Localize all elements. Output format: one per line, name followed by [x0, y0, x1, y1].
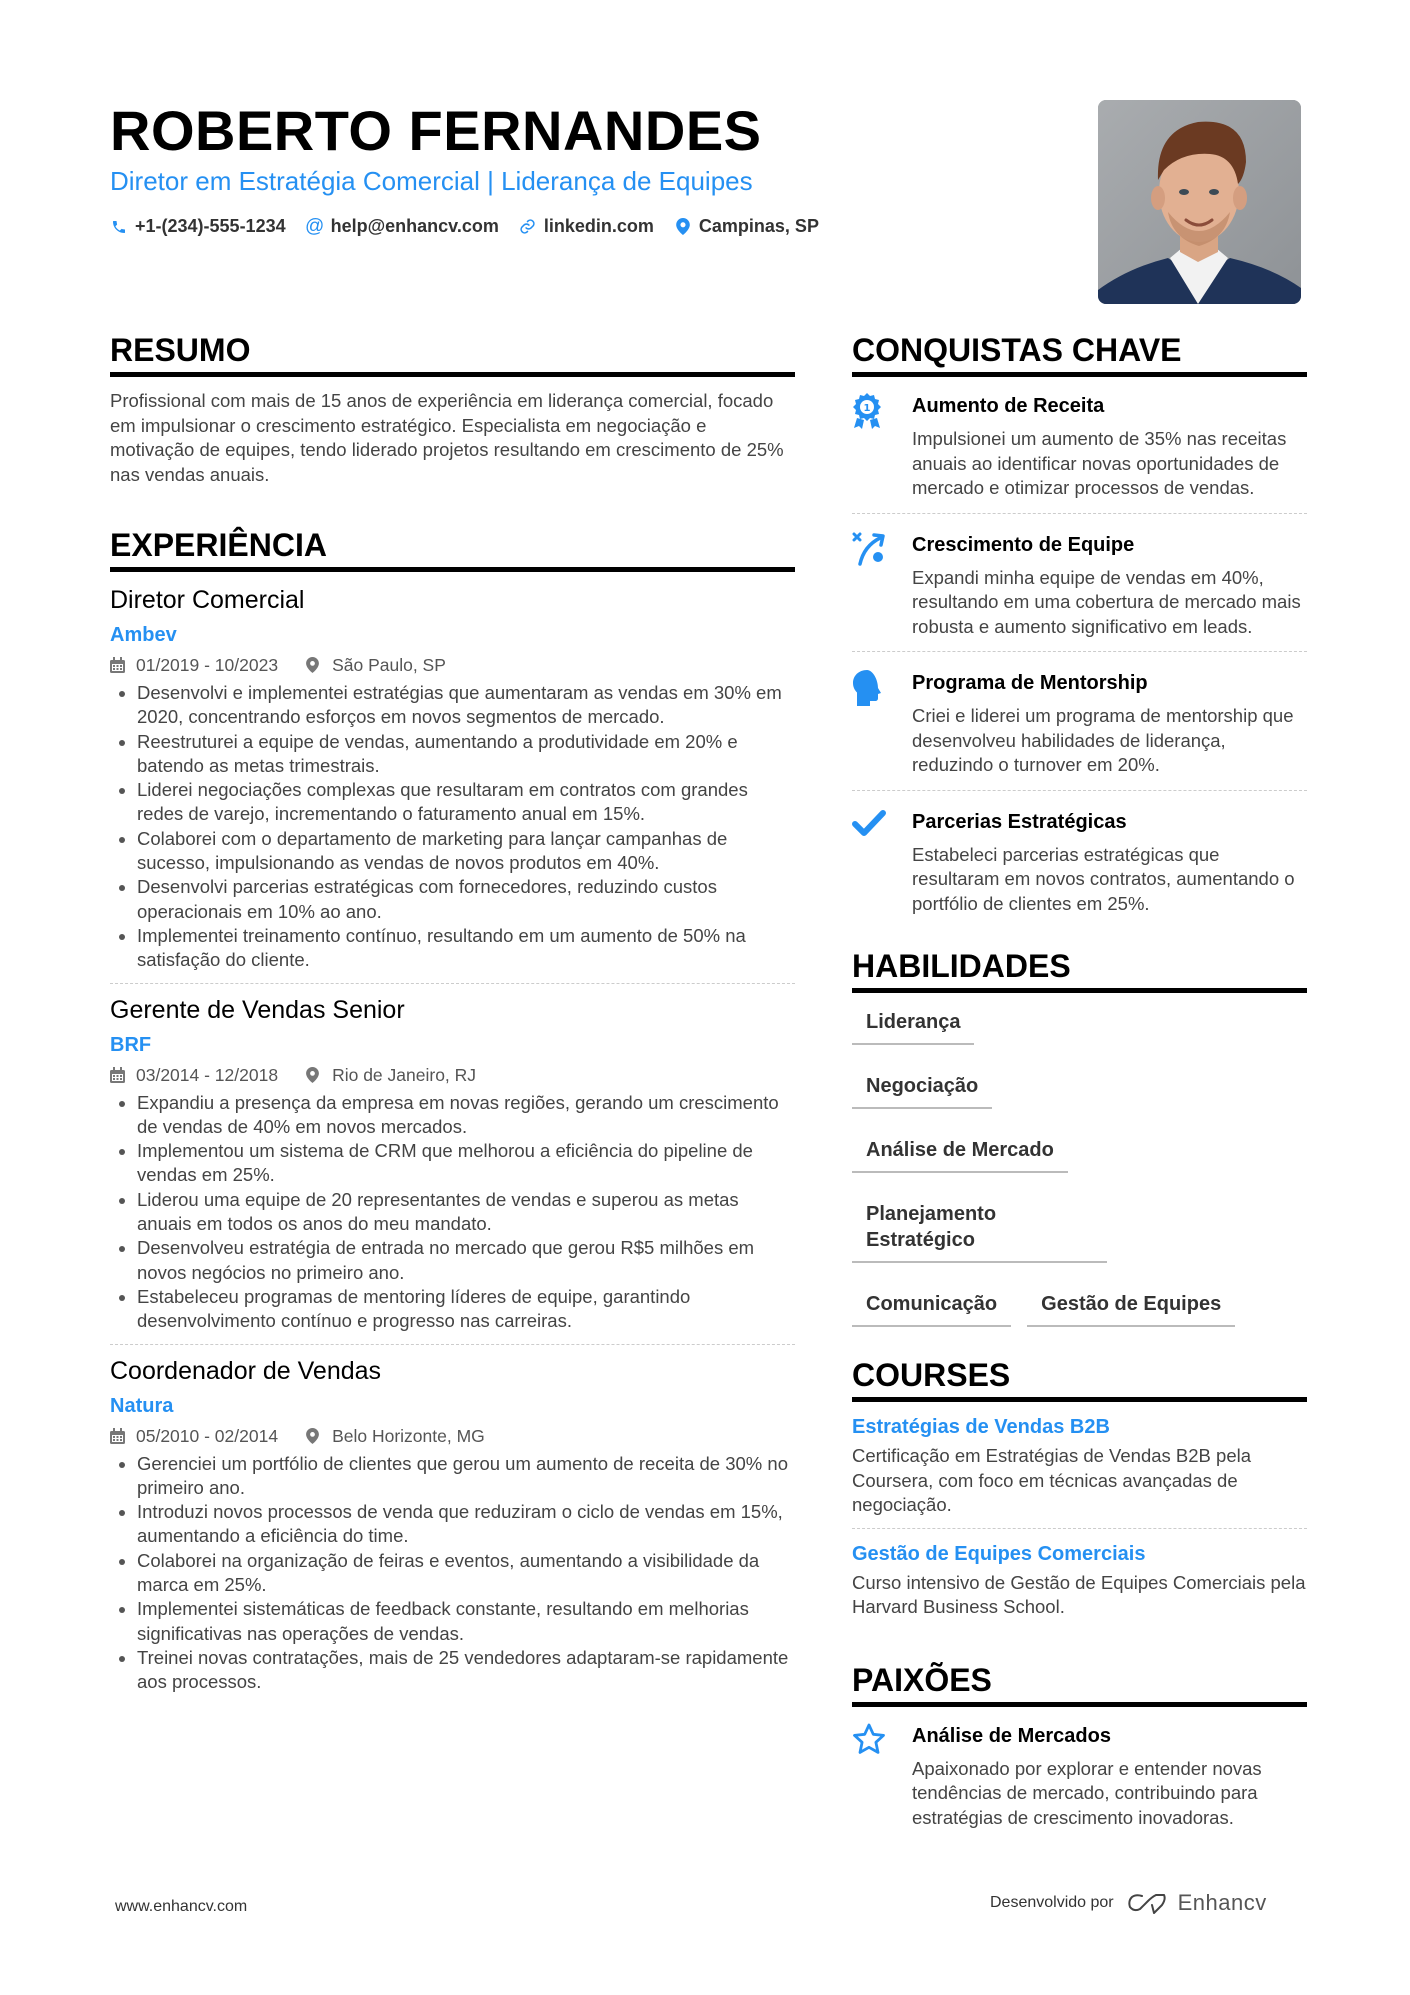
job-bullet: Colaborei na organização de feiras e eventos, aumentando a visibilidade da marca em 25%. — [110, 1549, 795, 1598]
courses-heading: COURSES — [852, 1355, 1307, 1402]
job-entry — [110, 1355, 795, 1705]
skill-tag: Gestão de Equipes — [1027, 1291, 1235, 1327]
job-bullet: Implementou um sistema de CRM que melhorou a eficiência do pipeline de vendas em 25%. — [110, 1139, 795, 1188]
link-icon — [519, 218, 537, 236]
achievement-desc: Criei e liderei um programa de mentorship que desenvolveu habilidades de liderança, reduzindo o turnover em 20%. — [912, 705, 1294, 775]
contact-location — [674, 216, 819, 237]
experience-heading: EXPERIÊNCIA — [110, 525, 795, 572]
svg-text:1: 1 — [863, 403, 871, 414]
calendar-icon — [110, 1428, 126, 1444]
candidate-headline: Diretor em Estratégia Comercial | Liderança de Equipes — [110, 166, 753, 196]
right-column — [852, 330, 1307, 1856]
job-bullet: Liderei negociações complexas que resultaram em contratos com grandes redes de varejo, incrementando o faturamento anual em 15%. — [110, 778, 795, 827]
job-bullet: Desenvolvi parcerias estratégicas com fornecedores, reduzindo custos operacionais em 10% ao ano. — [110, 875, 795, 924]
experience-section — [110, 525, 795, 1705]
candidate-name: ROBERTO FERNANDES — [110, 99, 762, 162]
job-bullet: Expandiu a presença da empresa em novas regiões, gerando um crescimento de vendas de 40% em novos mercados. — [110, 1091, 795, 1140]
skill-tag: Análise de Mercado — [852, 1137, 1068, 1173]
skills-section — [852, 946, 1307, 1355]
course-title: Gestão de Equipes Comerciais — [852, 1542, 1146, 1565]
skills-list — [852, 1009, 1307, 1355]
job-bullets — [110, 1452, 795, 1695]
job-bullet: Colaborei com o departamento de marketing para lançar campanhas de sucesso, impulsionando as vendas de novos produtos em 40%. — [110, 827, 795, 876]
job-location — [306, 1064, 476, 1086]
job-dates — [110, 1425, 278, 1447]
job-meta — [110, 1064, 795, 1086]
job-bullet: Estabeleceu programas de mentoring líderes de equipe, garantindo desenvolvimento contínuo e progresso nas carreiras. — [110, 1285, 795, 1334]
skill-tag: Liderança — [852, 1009, 974, 1045]
head-brain-icon — [852, 670, 912, 778]
resume-header — [110, 98, 1070, 237]
achievement-desc: Estabeleci parcerias estratégicas que resultaram em novos contratos, aumentando o portfólio de clientes em 25%. — [912, 843, 1295, 914]
passions-heading: PAIXÕES — [852, 1660, 1307, 1707]
achievement-title: Aumento de Receita — [912, 395, 1105, 417]
location-text: Campinas, SP — [698, 216, 819, 236]
contact-email[interactable] — [306, 216, 499, 237]
job-bullets — [110, 1091, 795, 1334]
achievement-title: Programa de Mentorship — [912, 672, 1148, 694]
job-bullet: Desenvolveu estratégia de entrada no mercado que gerou R$5 milhões em novos negócios no primeiro ano. — [110, 1236, 795, 1285]
passion-title: Análise de Mercados — [912, 1724, 1111, 1747]
job-dates-text: 05/2010 - 02/2014 — [136, 1425, 279, 1446]
location-icon — [306, 657, 322, 673]
job-company: BRF — [110, 1033, 152, 1056]
left-column — [110, 330, 795, 1715]
achievement-title: Crescimento de Equipe — [912, 533, 1135, 556]
course-desc: Certificação em Estratégias de Vendas B2B pela Coursera, com foco em técnicas avançadas de negociação. — [852, 1445, 1252, 1515]
phone-text: +1-(234)-555-1234 — [135, 216, 286, 236]
email-text: help@enhancv.com — [330, 216, 499, 236]
summary-section — [110, 330, 795, 487]
skill-tag: Planejamento Estratégico — [852, 1201, 1107, 1263]
achievement-title: Parcerias Estratégicas — [912, 810, 1127, 833]
phone-icon — [110, 218, 128, 236]
achievement-item — [852, 528, 1307, 653]
job-bullet: Liderou uma equipe de 20 representantes de vendas e superou as metas anuais em todos os anos do meu mandato. — [110, 1188, 795, 1237]
passion-desc: Apaixonado por explorar e entender novas tendências de mercado, contribuindo para estratégias de crescimento inovadoras. — [912, 1757, 1262, 1828]
passion-item — [852, 1719, 1307, 1843]
brand-name: Enhancv — [1177, 1890, 1267, 1915]
job-dates — [110, 1064, 278, 1086]
job-bullet: Implementei sistemáticas de feedback constante, resultando em melhorias significativas nas operações de vendas. — [110, 1597, 795, 1646]
location-icon — [306, 1428, 322, 1444]
location-icon — [306, 1067, 322, 1083]
job-title: Coordenador de Vendas — [110, 1356, 382, 1385]
course-item — [852, 1414, 1307, 1529]
contact-row — [110, 216, 1070, 237]
job-meta — [110, 1425, 795, 1447]
checkmark-icon — [852, 809, 912, 917]
job-company: Natura — [110, 1394, 174, 1417]
job-bullet: Desenvolvi e implementei estratégias que aumentaram as vendas em 30% em 2020, concentrando esforços em novos segmentos de mercado. — [110, 681, 795, 730]
course-title: Estratégias de Vendas B2B — [852, 1416, 1110, 1438]
achievement-item — [852, 666, 1307, 791]
profile-photo — [1098, 100, 1301, 304]
achievements-section — [852, 330, 1307, 928]
job-location — [306, 654, 446, 676]
job-bullet: Reestruturei a equipe de vendas, aumentando a produtividade em 20% e batendo as metas trimestrais. — [110, 730, 795, 779]
job-title: Gerente de Vendas Senior — [110, 995, 405, 1024]
achievements-heading: CONQUISTAS CHAVE — [852, 330, 1307, 377]
powered-by-label: Desenvolvido por — [990, 1894, 1114, 1911]
summary-text: Profissional com mais de 15 anos de experiência em liderança comercial, focado em impulsionar o crescimento estratégico. Especialista em negociação e motivação de equipes, tendo liderado projetos resultando em crescimento de 25% nas vendas anuais. — [110, 390, 784, 485]
footer-branding — [990, 1890, 1267, 1916]
course-item — [852, 1541, 1307, 1630]
star-icon — [852, 1723, 912, 1831]
job-dates — [110, 654, 278, 676]
job-bullet: Gerenciei um portfólio de clientes que gerou um aumento de receita de 30% no primeiro ano. — [110, 1452, 795, 1501]
job-bullet: Implementei treinamento contínuo, resultando em um aumento de 50% na satisfação do cliente. — [110, 924, 795, 973]
footer-website[interactable]: www.enhancv.com — [115, 1898, 248, 1915]
job-entry — [110, 994, 795, 1345]
skill-tag: Negociação — [852, 1073, 992, 1109]
at-icon: @ — [304, 215, 325, 237]
calendar-icon — [110, 1067, 126, 1083]
job-meta — [110, 654, 795, 676]
job-title: Diretor Comercial — [110, 586, 305, 614]
job-entry — [110, 584, 795, 984]
skill-tag: Comunicação — [852, 1291, 1011, 1327]
enhancv-logo-icon — [1126, 1891, 1170, 1915]
job-dates-text: 03/2014 - 12/2018 — [136, 1064, 279, 1085]
job-location-text: São Paulo, SP — [332, 655, 446, 675]
summary-heading: RESUMO — [110, 330, 795, 377]
skills-heading: HABILIDADES — [852, 946, 1307, 993]
job-bullet: Introduzi novos processos de venda que reduziram o ciclo de vendas em 15%, aumentando a eficiência do time. — [110, 1500, 795, 1549]
calendar-icon — [110, 657, 126, 673]
courses-section — [852, 1355, 1307, 1630]
location-icon — [674, 218, 692, 236]
job-location-text: Belo Horizonte, MG — [332, 1425, 485, 1446]
passions-section — [852, 1660, 1307, 1843]
job-dates-text: 01/2019 - 10/2023 — [136, 655, 279, 675]
achievement-item — [852, 389, 1307, 514]
achievement-item — [852, 805, 1307, 929]
achievement-desc: Expandi minha equipe de vendas em 40%, resultando em uma cobertura de mercado mais robusta e aumento significativo em leads. — [912, 566, 1301, 637]
achievement-desc: Impulsionei um aumento de 35% nas receitas anuais ao identificar novas oportunidades de mercado e otimizar processos de vendas. — [912, 428, 1287, 498]
job-company: Ambev — [110, 624, 177, 646]
job-bullets — [110, 681, 795, 973]
job-bullet: Treinei novas contratações, mais de 25 vendedores adaptaram-se rapidamente aos processos. — [110, 1646, 795, 1695]
profile-photo-illustration — [1098, 100, 1301, 304]
course-desc: Curso intensivo de Gestão de Equipes Comerciais pela Harvard Business School. — [852, 1571, 1306, 1617]
linkedin-text: linkedin.com — [543, 216, 654, 236]
job-location — [306, 1425, 485, 1447]
strategy-arrow-icon — [852, 532, 912, 640]
contact-linkedin[interactable] — [519, 216, 654, 237]
job-location-text: Rio de Janeiro, RJ — [332, 1064, 477, 1085]
contact-phone[interactable] — [110, 216, 286, 237]
award-ribbon-icon — [852, 393, 912, 501]
